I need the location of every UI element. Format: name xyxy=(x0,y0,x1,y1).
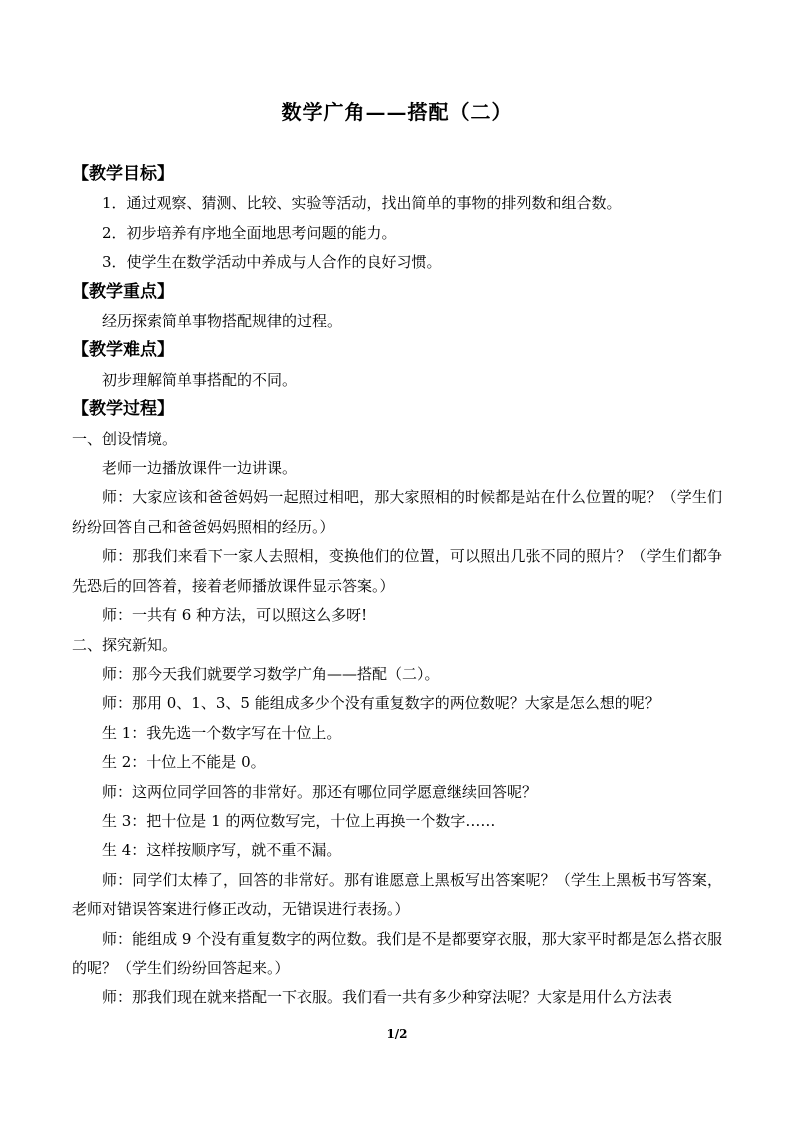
goal-item: 1．通过观察、猜测、比较、实验等活动，找出简单的事物的排列数和组合数。 xyxy=(102,194,622,213)
section-heading-goals: 【教学目标】 xyxy=(72,164,174,184)
process-part-title: 一、创设情境。 xyxy=(72,429,178,448)
process-paragraph: 师：那我们来看下一家人去照相，变换他们的位置，可以照出几张不同的照片？（学生们都争先恐后的回答着，接着老师播放课件显示答案。） xyxy=(72,547,722,595)
process-paragraph: 老师一边播放课件一边讲课。 xyxy=(102,459,298,478)
process-paragraph: 师：同学们太棒了，回答的非常好。那有谁愿意上黑板写出答案呢？（学生上黑板书写答案，老师对错误答案进行修正改动，无错误进行表扬。） xyxy=(72,870,722,919)
goal-item: 3．使学生在数学活动中养成与人合作的良好习惯。 xyxy=(102,253,442,272)
process-paragraph: 师：大家应该和爸爸妈妈一起照过相吧，那大家照相的时候都是站在什么位置的呢？（学生们纷纷回答自己和爸爸妈妈照相的经历。） xyxy=(72,488,722,536)
page-title: 数学广角——搭配（二） xyxy=(281,100,513,124)
difficulty-text: 初步理解简单事搭配的不同。 xyxy=(102,370,298,389)
goal-item: 2．初步培养有序地全面地思考问题的能力。 xyxy=(102,223,397,242)
section-heading-key: 【教学重点】 xyxy=(72,281,174,302)
process-paragraph: 生 4：这样按顺序写，就不重不漏。 xyxy=(102,841,342,860)
process-paragraph: 师：那用 0、1、3、5 能组成多少个没有重复数字的两位数呢？大家是怎么想的呢？ xyxy=(102,694,660,713)
process-paragraph: 生 2：十位上不能是 0。 xyxy=(102,753,266,772)
document-body xyxy=(72,160,722,1013)
process-paragraph: 师：那我们现在就来搭配一下衣服。我们看一共有多少种穿法呢？大家是用什么方法表 xyxy=(102,988,673,1007)
process-paragraph: 生 1：我先选一个数字写在十位上。 xyxy=(102,723,342,742)
process-paragraph: 师：这两位同学回答的非常好。那还有哪位同学愿意继续回答呢？ xyxy=(102,782,538,801)
page-number: 1/2 xyxy=(386,1027,408,1041)
process-paragraph: 师：能组成 9 个没有重复数字的两位数。我们是不是都要穿衣服，那大家平时都是怎么搭衣服的呢？（学生们纷纷回答起来。） xyxy=(72,929,722,977)
process-paragraph: 师：那今天我们就要学习数学广角——搭配（二）。 xyxy=(102,664,440,683)
process-paragraph: 师：一共有 6 种方法，可以照这么多呀! xyxy=(102,606,368,625)
section-heading-process: 【教学过程】 xyxy=(72,399,174,420)
key-text: 经历探索简单事物搭配规律的过程。 xyxy=(102,312,343,331)
section-heading-difficulty: 【教学难点】 xyxy=(72,340,174,361)
process-part-title: 二、探究新知。 xyxy=(72,635,178,654)
process-paragraph: 生 3：把十位是 1 的两位数写完，十位上再换一个数字…… xyxy=(102,811,496,830)
